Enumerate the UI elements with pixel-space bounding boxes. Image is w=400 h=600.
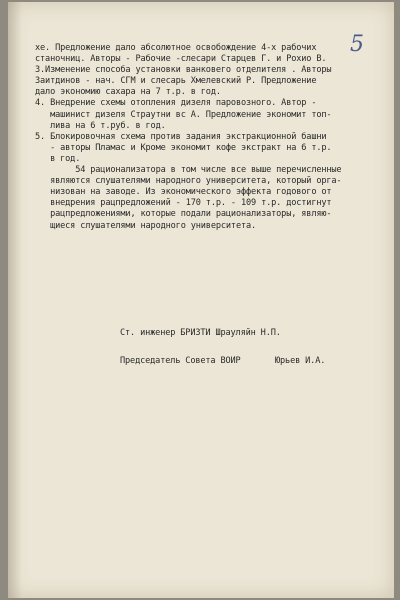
text-line: низован на заводе. Из экономического эффекта годового от xyxy=(35,187,332,198)
chairman-title: Председатель Совета ВОИР xyxy=(120,356,241,366)
text-line: рацпредложениями, которые подали рационализаторы, являю- xyxy=(35,209,332,220)
text-line: хе. Предложение дало абсолютное освобождение 4-х рабочих xyxy=(35,43,317,53)
text-line: 3.Изменение способа установки ванковего отделителя . Авторы xyxy=(35,65,332,76)
document-body xyxy=(35,43,370,232)
text-line: - авторы Пламас и Кроме экономит кофе экстракт на 6 т.р. xyxy=(35,142,332,153)
page-number: 5 xyxy=(350,32,364,57)
text-line: 5. Блокировочная схема против задания экстракционной башни xyxy=(35,131,327,142)
text-line: щиеся слушателями народного университета. xyxy=(35,220,257,231)
text-line: являются слушателями народного университета, который орга- xyxy=(35,176,342,187)
text-line: машинист дизеля Страутни вс А. Предложение экономит топ- xyxy=(35,109,332,120)
text-line: 54 рационализатора в том числе все выше перечисленные xyxy=(35,165,342,176)
text-line: станочниц. Авторы - Рабочие -слесари Старцев Г. и Рохио В. xyxy=(35,54,327,65)
text-line: в год. xyxy=(35,153,81,164)
text-line: дало экономию сахара на 7 т.р. в год. xyxy=(35,87,221,98)
page-fold-shadow xyxy=(8,2,22,598)
engineer-signature: Ст. инженер БРИЗТИ Шрауляйн Н.П. xyxy=(120,328,281,338)
chairman-name: Юрьев И.А. xyxy=(275,356,326,366)
text-line: внедрения рацпредложений - 170 т.р. - 109 т.р. достигнут xyxy=(35,198,332,209)
text-line: Заитдинов - нач. СГМ и слесарь Хмелевский Р. Предложение xyxy=(35,76,317,87)
text-line: 4. Внедрение схемы отопления дизеля паровозного. Автор - xyxy=(35,98,317,109)
document-page xyxy=(8,2,394,598)
text-line: лива на 6 т.руб. в год. xyxy=(35,120,166,131)
